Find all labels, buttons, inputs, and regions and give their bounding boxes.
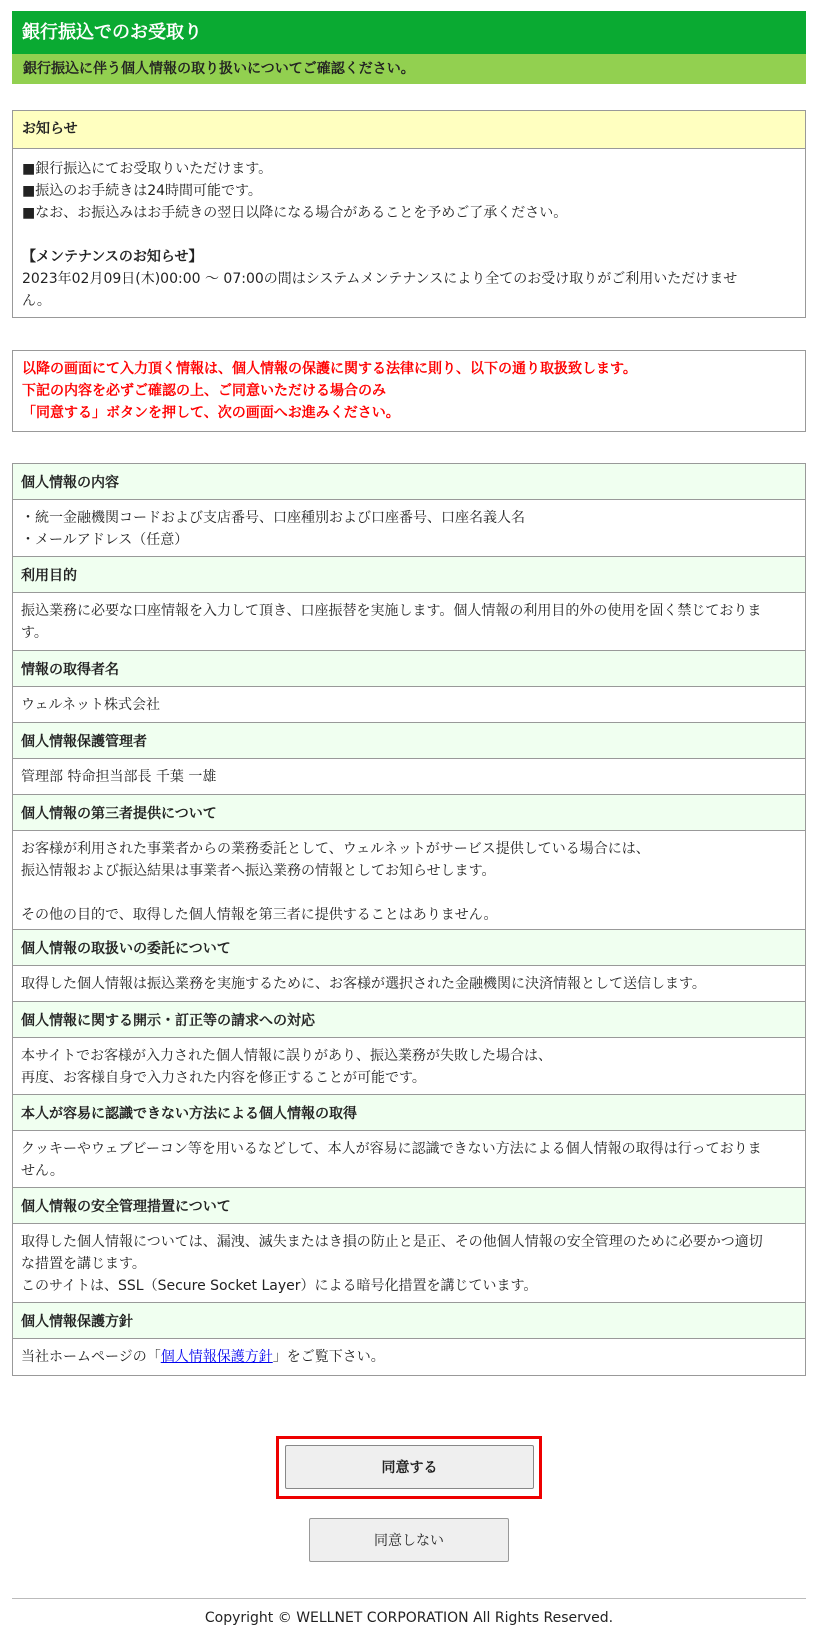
section-heading: 個人情報の安全管理措置について	[13, 1188, 805, 1224]
notice-line: ■なお、お振込みはお手続きの翌日以降になる場合があることを予めご了承ください。	[22, 205, 568, 221]
policy-text-prefix: 当社ホームページの「	[21, 1349, 161, 1365]
section-body	[13, 1339, 805, 1376]
section-text: 再度、お客様自身で入力された内容を修正することが可能です。	[21, 1070, 426, 1086]
section-body	[13, 687, 805, 723]
maintenance-heading: 【メンテナンスのお知らせ】	[22, 249, 203, 265]
section-heading: 個人情報の取扱いの委託について	[13, 930, 805, 966]
section-text: ウェルネット株式会社	[21, 696, 161, 713]
section-text: お客様が利用された事業者からの業務委託として、ウェルネットがサービス提供している場合には、	[21, 841, 650, 857]
section-body	[13, 1038, 805, 1095]
section-text: 管理部 特命担当部長 千葉 一雄	[21, 768, 217, 785]
copyright: Copyright © WELLNET CORPORATION All Rights Reserved.	[204, 1610, 614, 1626]
section-text: す。	[21, 625, 48, 641]
section-text: クッキーやウェブビーコン等を用いるなどして、本人が容易に認識できない方法による個人情報の取得は行っておりま	[21, 1141, 762, 1157]
page-subtitle: 銀行振込に伴う個人情報の取り扱いについてご確認ください。	[12, 54, 806, 84]
notice-line: ■振込のお手続きは24時間可能です。	[22, 183, 262, 199]
section-text: 本サイトでお客様が入力された個人情報に誤りがあり、振込業務が失敗した場合は、	[21, 1048, 553, 1064]
section-body	[13, 593, 805, 651]
section-body	[13, 500, 805, 557]
section-text: その他の目的で、取得した個人情報を第三者に提供することはありません。	[21, 907, 498, 923]
section-text: このサイトは、SSL（Secure Socket Layer）による暗号化措置を講じています。	[21, 1278, 538, 1294]
disagree-button[interactable]: 同意しない	[309, 1518, 509, 1562]
section-heading: 利用目的	[13, 557, 805, 593]
notice-body	[13, 149, 805, 312]
notice-box	[12, 110, 806, 318]
spacer	[21, 882, 797, 904]
consent-warning	[12, 350, 806, 432]
section-text: せん。	[21, 1163, 64, 1179]
warning-line: 「同意する」ボタンを押して、次の画面へお進みください。	[22, 405, 400, 421]
section-text: ・統一金融機関コードおよび支店番号、口座種別および口座番号、口座名義人名	[21, 510, 525, 526]
maintenance-text: ん。	[22, 293, 51, 309]
section-heading: 本人が容易に認識できない方法による個人情報の取得	[13, 1095, 805, 1131]
section-text: な措置を講じます。	[21, 1256, 146, 1272]
agree-button[interactable]: 同意する	[285, 1445, 534, 1489]
section-heading: 個人情報の第三者提供について	[13, 795, 805, 831]
footer-divider	[12, 1598, 806, 1599]
section-body	[13, 1131, 805, 1188]
page-title: 銀行振込でのお受取り	[12, 11, 806, 54]
section-heading: 個人情報保護方針	[13, 1303, 805, 1339]
privacy-table	[12, 463, 806, 1376]
section-heading: 個人情報に関する開示・訂正等の請求への対応	[13, 1002, 805, 1038]
section-body	[13, 1224, 805, 1303]
warning-line: 以降の画面にて入力頂く情報は、個人情報の保護に関する法律に則り、以下の通り取扱致します。	[22, 361, 637, 377]
notice-heading: お知らせ	[13, 111, 805, 149]
policy-text-suffix: 」をご覧下さい。	[272, 1349, 385, 1365]
section-body	[13, 831, 805, 930]
section-body	[13, 759, 805, 795]
section-heading: 個人情報の内容	[13, 464, 805, 500]
warning-line: 下記の内容を必ずご確認の上、ご同意いただける場合のみ	[22, 383, 386, 399]
section-heading: 個人情報保護管理者	[13, 723, 805, 759]
maintenance-text: 2023年02月09日(木)00:00 ～ 07:00の間はシステムメンテナンスにより全てのお受け取りがご利用いただけませ	[22, 271, 738, 287]
spacer	[22, 224, 796, 246]
section-text: 取得した個人情報については、漏洩、滅失またはき損の防止と是正、その他個人情報の安全管理のために必要かつ適切	[21, 1234, 763, 1250]
section-text: 振込情報および振込結果は事業者へ振込業務の情報としてお知らせします。	[21, 863, 496, 879]
section-body	[13, 966, 805, 1002]
section-text: ・メールアドレス（任意）	[21, 532, 189, 548]
section-heading: 情報の取得者名	[13, 651, 805, 687]
privacy-policy-link[interactable]: 個人情報保護方針	[160, 1349, 273, 1365]
section-text: 振込業務に必要な口座情報を入力して頂き、口座振替を実施します。個人情報の利用目的外の使用を固く禁じておりま	[21, 603, 762, 619]
section-text: 取得した個人情報は振込業務を実施するために、お客様が選択された金融機関に決済情報として送信します。	[21, 975, 706, 992]
notice-line: ■銀行振込にてお受取りいただけます。	[22, 161, 273, 177]
